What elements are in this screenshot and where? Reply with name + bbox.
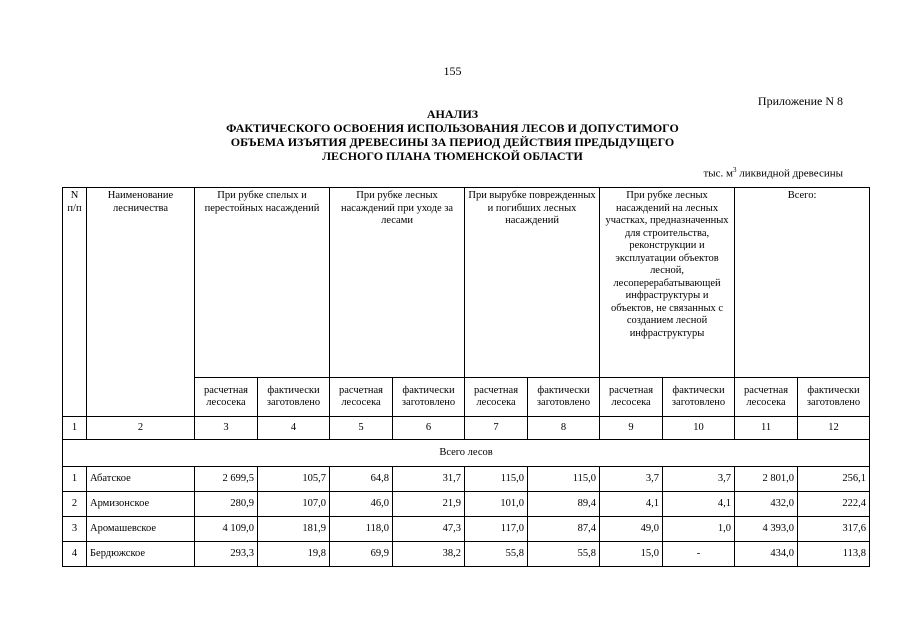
analysis-table bbox=[62, 187, 870, 567]
table-cell: 49,0 bbox=[600, 517, 663, 542]
table-cell: 87,4 bbox=[528, 517, 600, 542]
table-cell: 3,7 bbox=[600, 467, 663, 492]
subheader-actual: фактически заготовлено bbox=[258, 378, 330, 417]
subheader-planned: расчетная лесосека bbox=[465, 378, 528, 417]
table-cell: 38,2 bbox=[393, 542, 465, 567]
table-row bbox=[63, 492, 870, 517]
forestry-name: Армизонское bbox=[87, 492, 195, 517]
section-title: Всего лесов bbox=[63, 440, 870, 467]
table-cell: 89,4 bbox=[528, 492, 600, 517]
column-number: 1 bbox=[63, 417, 87, 440]
subheader-planned: расчетная лесосека bbox=[600, 378, 663, 417]
subheader-actual: фактически заготовлено bbox=[393, 378, 465, 417]
table-cell: 1,0 bbox=[663, 517, 735, 542]
table-cell: 31,7 bbox=[393, 467, 465, 492]
title-line-3: ОБЪЕМА ИЗЪЯТИЯ ДРЕВЕСИНЫ ЗА ПЕРИОД ДЕЙСТВИЯ ПРЕДЫДУЩЕГО bbox=[230, 135, 675, 149]
appendix-label: Приложение N 8 bbox=[757, 94, 843, 108]
table-cell: 432,0 bbox=[735, 492, 798, 517]
page-number: 155 bbox=[443, 64, 462, 78]
column-number: 10 bbox=[663, 417, 735, 440]
table-cell: 181,9 bbox=[258, 517, 330, 542]
document-title bbox=[0, 107, 905, 163]
title-line-1: АНАЛИЗ bbox=[426, 107, 479, 121]
table-cell: 2 801,0 bbox=[735, 467, 798, 492]
column-number: 7 bbox=[465, 417, 528, 440]
section-row bbox=[63, 440, 870, 467]
table-cell: 55,8 bbox=[528, 542, 600, 567]
table-cell: 434,0 bbox=[735, 542, 798, 567]
table-cell: 115,0 bbox=[465, 467, 528, 492]
header-group-4: При рубке лесных насаждений на лесных участках, предназначенных для строительства, реконструкции и эксплуатации объектов лесной, лесоперерабатывающей инфраструктуры и объектов, не связанных с созданием лесной инфраструктуры bbox=[600, 188, 735, 378]
header-group-5: Всего: bbox=[735, 188, 870, 378]
table-cell: 105,7 bbox=[258, 467, 330, 492]
column-number: 12 bbox=[798, 417, 870, 440]
column-number: 5 bbox=[330, 417, 393, 440]
forestry-name: Абатское bbox=[87, 467, 195, 492]
table-cell: 4 109,0 bbox=[195, 517, 258, 542]
subheader-planned: расчетная лесосека bbox=[330, 378, 393, 417]
table-cell: 256,1 bbox=[798, 467, 870, 492]
row-number: 3 bbox=[63, 517, 87, 542]
table-cell: 21,9 bbox=[393, 492, 465, 517]
header-num: N п/п bbox=[63, 188, 87, 417]
column-number: 6 bbox=[393, 417, 465, 440]
table-cell: 113,8 bbox=[798, 542, 870, 567]
table-cell: 107,0 bbox=[258, 492, 330, 517]
row-number: 1 bbox=[63, 467, 87, 492]
table-cell: 4 393,0 bbox=[735, 517, 798, 542]
row-number: 2 bbox=[63, 492, 87, 517]
table-row bbox=[63, 467, 870, 492]
forestry-name: Аромашевское bbox=[87, 517, 195, 542]
column-numbers-row bbox=[63, 417, 870, 440]
column-number: 3 bbox=[195, 417, 258, 440]
table-cell: 69,9 bbox=[330, 542, 393, 567]
units-superscript: 3 bbox=[733, 166, 737, 174]
table-cell: 118,0 bbox=[330, 517, 393, 542]
table-cell: 317,6 bbox=[798, 517, 870, 542]
table-cell: 222,4 bbox=[798, 492, 870, 517]
header-group-1: При рубке спелых и перестойных насаждений bbox=[195, 188, 330, 378]
column-number: 4 bbox=[258, 417, 330, 440]
table-cell: 101,0 bbox=[465, 492, 528, 517]
title-line-2: ФАКТИЧЕСКОГО ОСВОЕНИЯ ИСПОЛЬЗОВАНИЯ ЛЕСОВ И ДОПУСТИМОГО bbox=[226, 121, 679, 135]
subheader-actual: фактически заготовлено bbox=[528, 378, 600, 417]
table-row bbox=[63, 517, 870, 542]
column-number: 2 bbox=[87, 417, 195, 440]
header-name: Наименование лесничества bbox=[87, 188, 195, 417]
table-cell: 64,8 bbox=[330, 467, 393, 492]
column-number: 8 bbox=[528, 417, 600, 440]
table-cell: 19,8 bbox=[258, 542, 330, 567]
table-cell: 115,0 bbox=[528, 467, 600, 492]
table-cell: 4,1 bbox=[663, 492, 735, 517]
table-header-row bbox=[63, 188, 870, 378]
table-cell: 47,3 bbox=[393, 517, 465, 542]
units-suffix: ликвидной древесины bbox=[736, 167, 843, 180]
column-number: 9 bbox=[600, 417, 663, 440]
table-cell: 15,0 bbox=[600, 542, 663, 567]
header-group-3: При вырубке поврежденных и погибших лесных насаждений bbox=[465, 188, 600, 378]
units-label bbox=[703, 166, 843, 180]
subheader-planned: расчетная лесосека bbox=[195, 378, 258, 417]
table-cell: 4,1 bbox=[600, 492, 663, 517]
table-cell: 280,9 bbox=[195, 492, 258, 517]
table-cell: 117,0 bbox=[465, 517, 528, 542]
row-number: 4 bbox=[63, 542, 87, 567]
table-cell: 3,7 bbox=[663, 467, 735, 492]
subheader-planned: расчетная лесосека bbox=[735, 378, 798, 417]
table-cell: 55,8 bbox=[465, 542, 528, 567]
forestry-name: Бердюжское bbox=[87, 542, 195, 567]
table-row bbox=[63, 542, 870, 567]
header-group-2: При рубке лесных насаждений при уходе за лесами bbox=[330, 188, 465, 378]
units-text: тыс. м bbox=[703, 167, 734, 180]
table-cell: - bbox=[663, 542, 735, 567]
table-cell: 293,3 bbox=[195, 542, 258, 567]
table-cell: 46,0 bbox=[330, 492, 393, 517]
column-number: 11 bbox=[735, 417, 798, 440]
subheader-actual: фактически заготовлено bbox=[798, 378, 870, 417]
subheader-actual: фактически заготовлено bbox=[663, 378, 735, 417]
table-cell: 2 699,5 bbox=[195, 467, 258, 492]
title-line-4: ЛЕСНОГО ПЛАНА ТЮМЕНСКОЙ ОБЛАСТИ bbox=[322, 149, 583, 163]
